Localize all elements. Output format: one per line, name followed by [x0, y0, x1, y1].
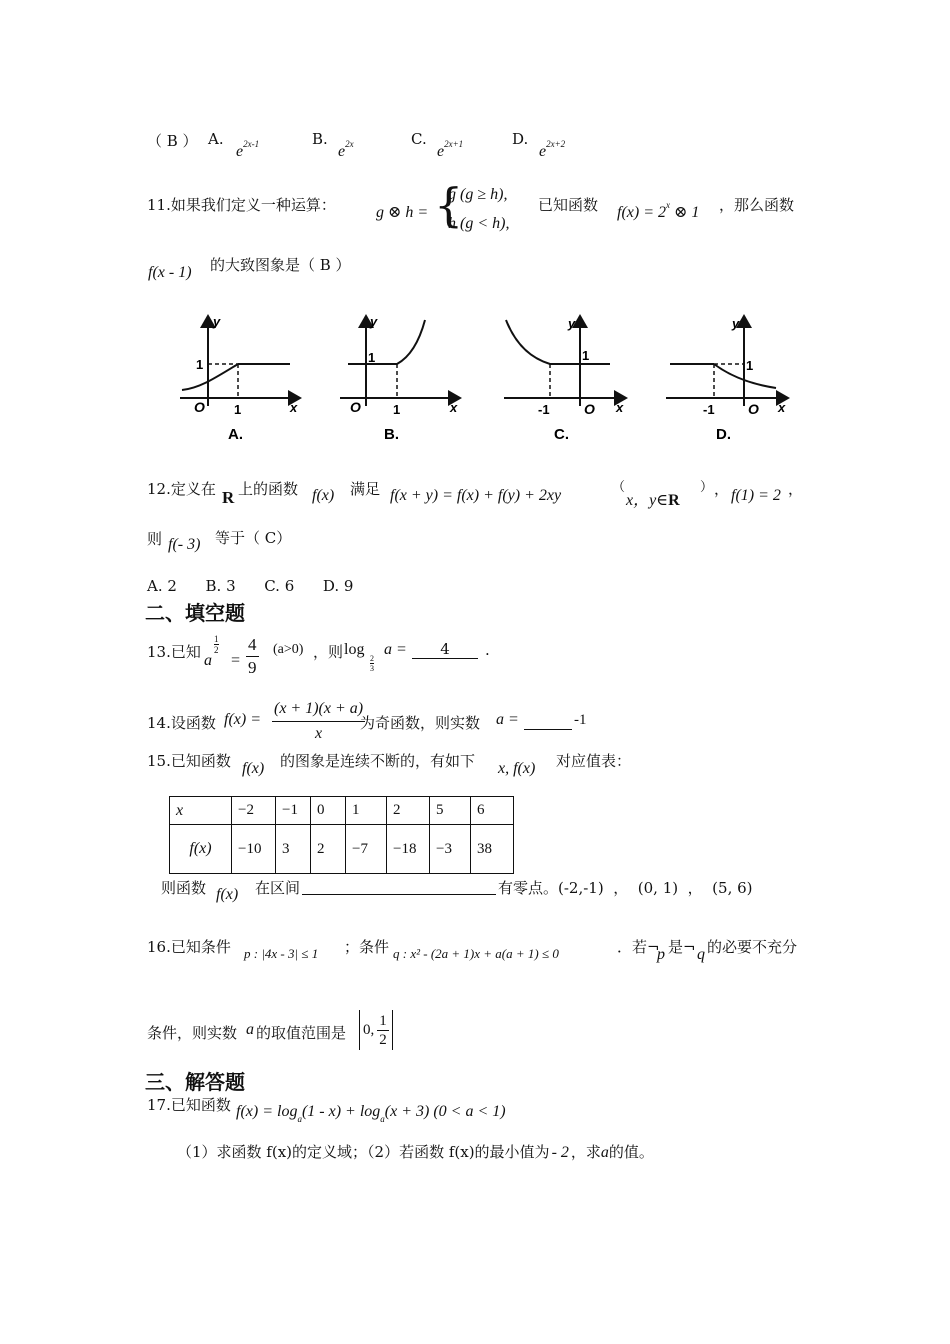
q15-text-3: 对应值表：	[556, 752, 632, 770]
q12-sep: ，	[714, 480, 730, 498]
q14-answer: -1	[574, 712, 587, 728]
q15-text-2: 的图象是连续不断的，有如下	[280, 752, 476, 770]
table-cell: 3	[276, 825, 311, 874]
graph-a-origin: O	[194, 399, 205, 415]
q14-text-2: 为奇函数，则实数	[360, 714, 481, 732]
q16-range: 0, $\frac{1}{2}$	[359, 1010, 393, 1050]
table-cell: −10	[232, 825, 276, 874]
q12-ask: f(- 3)	[168, 536, 201, 553]
section-3-heading: 三、解答题	[145, 1070, 245, 1094]
graph-d-origin: O	[748, 401, 759, 417]
q11-graphs	[170, 308, 810, 448]
q16-stem: 16.已知条件	[147, 938, 231, 956]
graph-c	[504, 316, 626, 443]
q10-option-c-label: C.	[411, 130, 427, 148]
q12-choices: A. 2 B. 3 C. 6 D. 9	[147, 577, 354, 595]
q14-fraction: (x + 1)(x + a) x	[272, 697, 365, 746]
q13-cond: (a>0)	[273, 642, 304, 657]
q11-operator: g ⊗ h =	[376, 204, 429, 221]
q10-option-c: $e^{2x+1}$	[437, 139, 464, 160]
q13-a: a	[204, 652, 212, 669]
q16-a: a	[246, 1021, 254, 1038]
table-cell-x-label: x	[170, 797, 232, 825]
table-row	[170, 797, 514, 825]
q13-fraction: 4 9	[248, 635, 257, 677]
q12-text-4: 等于（ C）	[215, 529, 292, 547]
table-cell: −2	[232, 797, 276, 825]
q13-log-base: 2 3	[370, 654, 374, 673]
q13-exponent: 1 2	[214, 634, 219, 655]
graph-d-label: D.	[716, 426, 731, 443]
table-cell: 0	[311, 797, 346, 825]
q11-stem: 11.如果我们定义一种运算：	[147, 196, 336, 214]
q14-stem: 14.设函数	[147, 714, 216, 732]
q16-text-6: 条件，则实数	[147, 1024, 238, 1042]
q13-log: log	[344, 641, 365, 658]
q16-text-2: ；条件	[344, 938, 390, 956]
q12-stem: 12.定义在	[147, 480, 216, 498]
q15-answer-blank	[302, 877, 496, 895]
graph-a-one-y: 1	[196, 357, 204, 372]
q17-function: $f(x) = \log_a(1 - x) + \log_a(x + 3) (0 < a < 1)$	[236, 1103, 506, 1124]
graph-b-x-label: x	[450, 400, 458, 415]
graph-b	[340, 314, 460, 443]
section-2-heading: 二、填空题	[145, 601, 245, 625]
table-cell: 2	[311, 825, 346, 874]
q12-condition: x，y∈R	[626, 492, 680, 509]
q15-value-table	[169, 796, 514, 874]
q16-q-var: q	[697, 946, 705, 963]
q14-fx: f(x) =	[224, 711, 261, 728]
q15-text-4: 则函数	[161, 879, 207, 897]
q16-p: p : |4x - 3| ≤ 1	[244, 946, 319, 961]
graph-c-origin: O	[584, 401, 595, 417]
q14-answer-blank	[524, 712, 572, 730]
table-cell: −18	[387, 825, 430, 874]
graph-c-one-x: -1	[538, 402, 550, 417]
table-cell: 2	[387, 797, 430, 825]
graph-c-one-y: 1	[582, 348, 590, 363]
q12-text-3: 满足	[350, 480, 381, 498]
q15-fx-2: f(x)	[216, 886, 239, 903]
graph-c-x-label: x	[616, 400, 624, 415]
graph-d-x-label: x	[778, 400, 786, 415]
q10-option-d-label: D.	[512, 130, 529, 148]
q16-text-7: 的取值范围是	[256, 1024, 347, 1042]
graph-b-curve	[397, 320, 425, 364]
graph-c-y-label: y	[568, 316, 576, 331]
table-cell-f-label: f(x)	[170, 825, 232, 874]
q14-a: a =	[496, 711, 519, 728]
table-cell: −1	[276, 797, 311, 825]
q15-stem: 15.已知函数	[147, 752, 231, 770]
table-cell: 1	[346, 797, 387, 825]
table-row	[170, 825, 514, 874]
q10-option-a: $e^{2x-1}$	[236, 139, 260, 160]
q15-answer: 有零点。(-2,-1) ， (0, 1) ， (5, 6)	[498, 879, 753, 897]
q11-text-2: 已知函数	[538, 196, 599, 214]
q12-r: R	[222, 488, 235, 507]
q13-answer: 4	[412, 640, 478, 659]
graph-a-label: A.	[228, 426, 243, 443]
graph-d-one-x: -1	[703, 402, 715, 417]
q12-comma: ，	[788, 480, 804, 498]
q13-eq: =	[230, 652, 241, 669]
graph-b-one-y: 1	[368, 350, 376, 365]
table-cell: −7	[346, 825, 387, 874]
q11-target: f(x - 1)	[148, 264, 192, 281]
q12-then: 则	[147, 530, 163, 548]
graph-d-y-label: y	[732, 316, 740, 331]
graph-b-label: B.	[384, 426, 399, 443]
graph-a-curve	[182, 364, 238, 390]
q10-option-d: $e^{2x+2}$	[539, 139, 566, 160]
q12-cond-open: （	[612, 480, 626, 495]
q12-cond-close: ）	[700, 480, 714, 495]
q16-text-5: 的必要不充分	[707, 938, 798, 956]
q11-text-3: ，那么函数	[719, 196, 795, 214]
table-cell: 5	[430, 797, 471, 825]
q11-case-2: h (g < h),	[448, 215, 510, 232]
q15-text-5: 在区间	[255, 879, 301, 897]
graph-d-one-y: 1	[746, 358, 754, 373]
graph-c-label: C.	[554, 426, 569, 443]
q15-pair: x, f(x)	[498, 760, 536, 777]
graph-a	[180, 314, 300, 443]
q13-text-2: ，则	[313, 643, 344, 661]
q16-p-var: p	[657, 946, 665, 963]
q11-brace: {	[434, 178, 464, 232]
q10-option-b: $e^{2x}$	[338, 139, 354, 160]
q17-stem: 17.已知函数	[147, 1096, 231, 1114]
q11-case-1: g (g ≥ h),	[448, 186, 508, 203]
q12-equation: f(x + y) = f(x) + f(y) + 2xy	[390, 487, 562, 504]
q17-parts: （1）求函数 f(x)的定义域；（2）若函数 f(x)的最小值为 - 2 ，求a的值。	[177, 1143, 654, 1161]
graph-a-one-x: 1	[234, 402, 242, 417]
table-cell: −3	[430, 825, 471, 874]
q12-f1: f(1) = 2	[731, 487, 781, 504]
graph-b-one-x: 1	[393, 402, 401, 417]
table-cell: 38	[471, 825, 514, 874]
graph-d	[666, 316, 788, 443]
q16-text-4: 是¬	[668, 938, 696, 956]
q10-option-a-label: A.	[208, 130, 224, 148]
graph-b-y-label: y	[370, 314, 378, 329]
q13-end: .	[485, 641, 490, 659]
q15-fx: f(x)	[242, 760, 265, 777]
table-cell: 6	[471, 797, 514, 825]
q10-answer: （ B ）	[147, 132, 198, 150]
graph-c-curve	[506, 320, 550, 364]
graph-b-origin: O	[350, 399, 361, 415]
graph-a-x-label: x	[290, 400, 298, 415]
graph-a-y-label: y	[213, 314, 221, 329]
q12-text-2: 上的函数	[238, 480, 299, 498]
q11-function: $f(x) = 2^x$ ⊗ 1	[617, 200, 700, 221]
q16-q: q : x² - (2a + 1)x + a(a + 1) ≤ 0	[393, 946, 559, 961]
q13-stem: 13.已知	[147, 643, 201, 661]
q10-option-b-label: B.	[312, 130, 328, 148]
q13-log-tail: a =	[384, 641, 407, 658]
q16-text-3: ．若¬	[617, 938, 660, 956]
q12-fx: f(x)	[312, 487, 335, 504]
q11-text-4: 的大致图象是（ B ）	[210, 256, 351, 274]
